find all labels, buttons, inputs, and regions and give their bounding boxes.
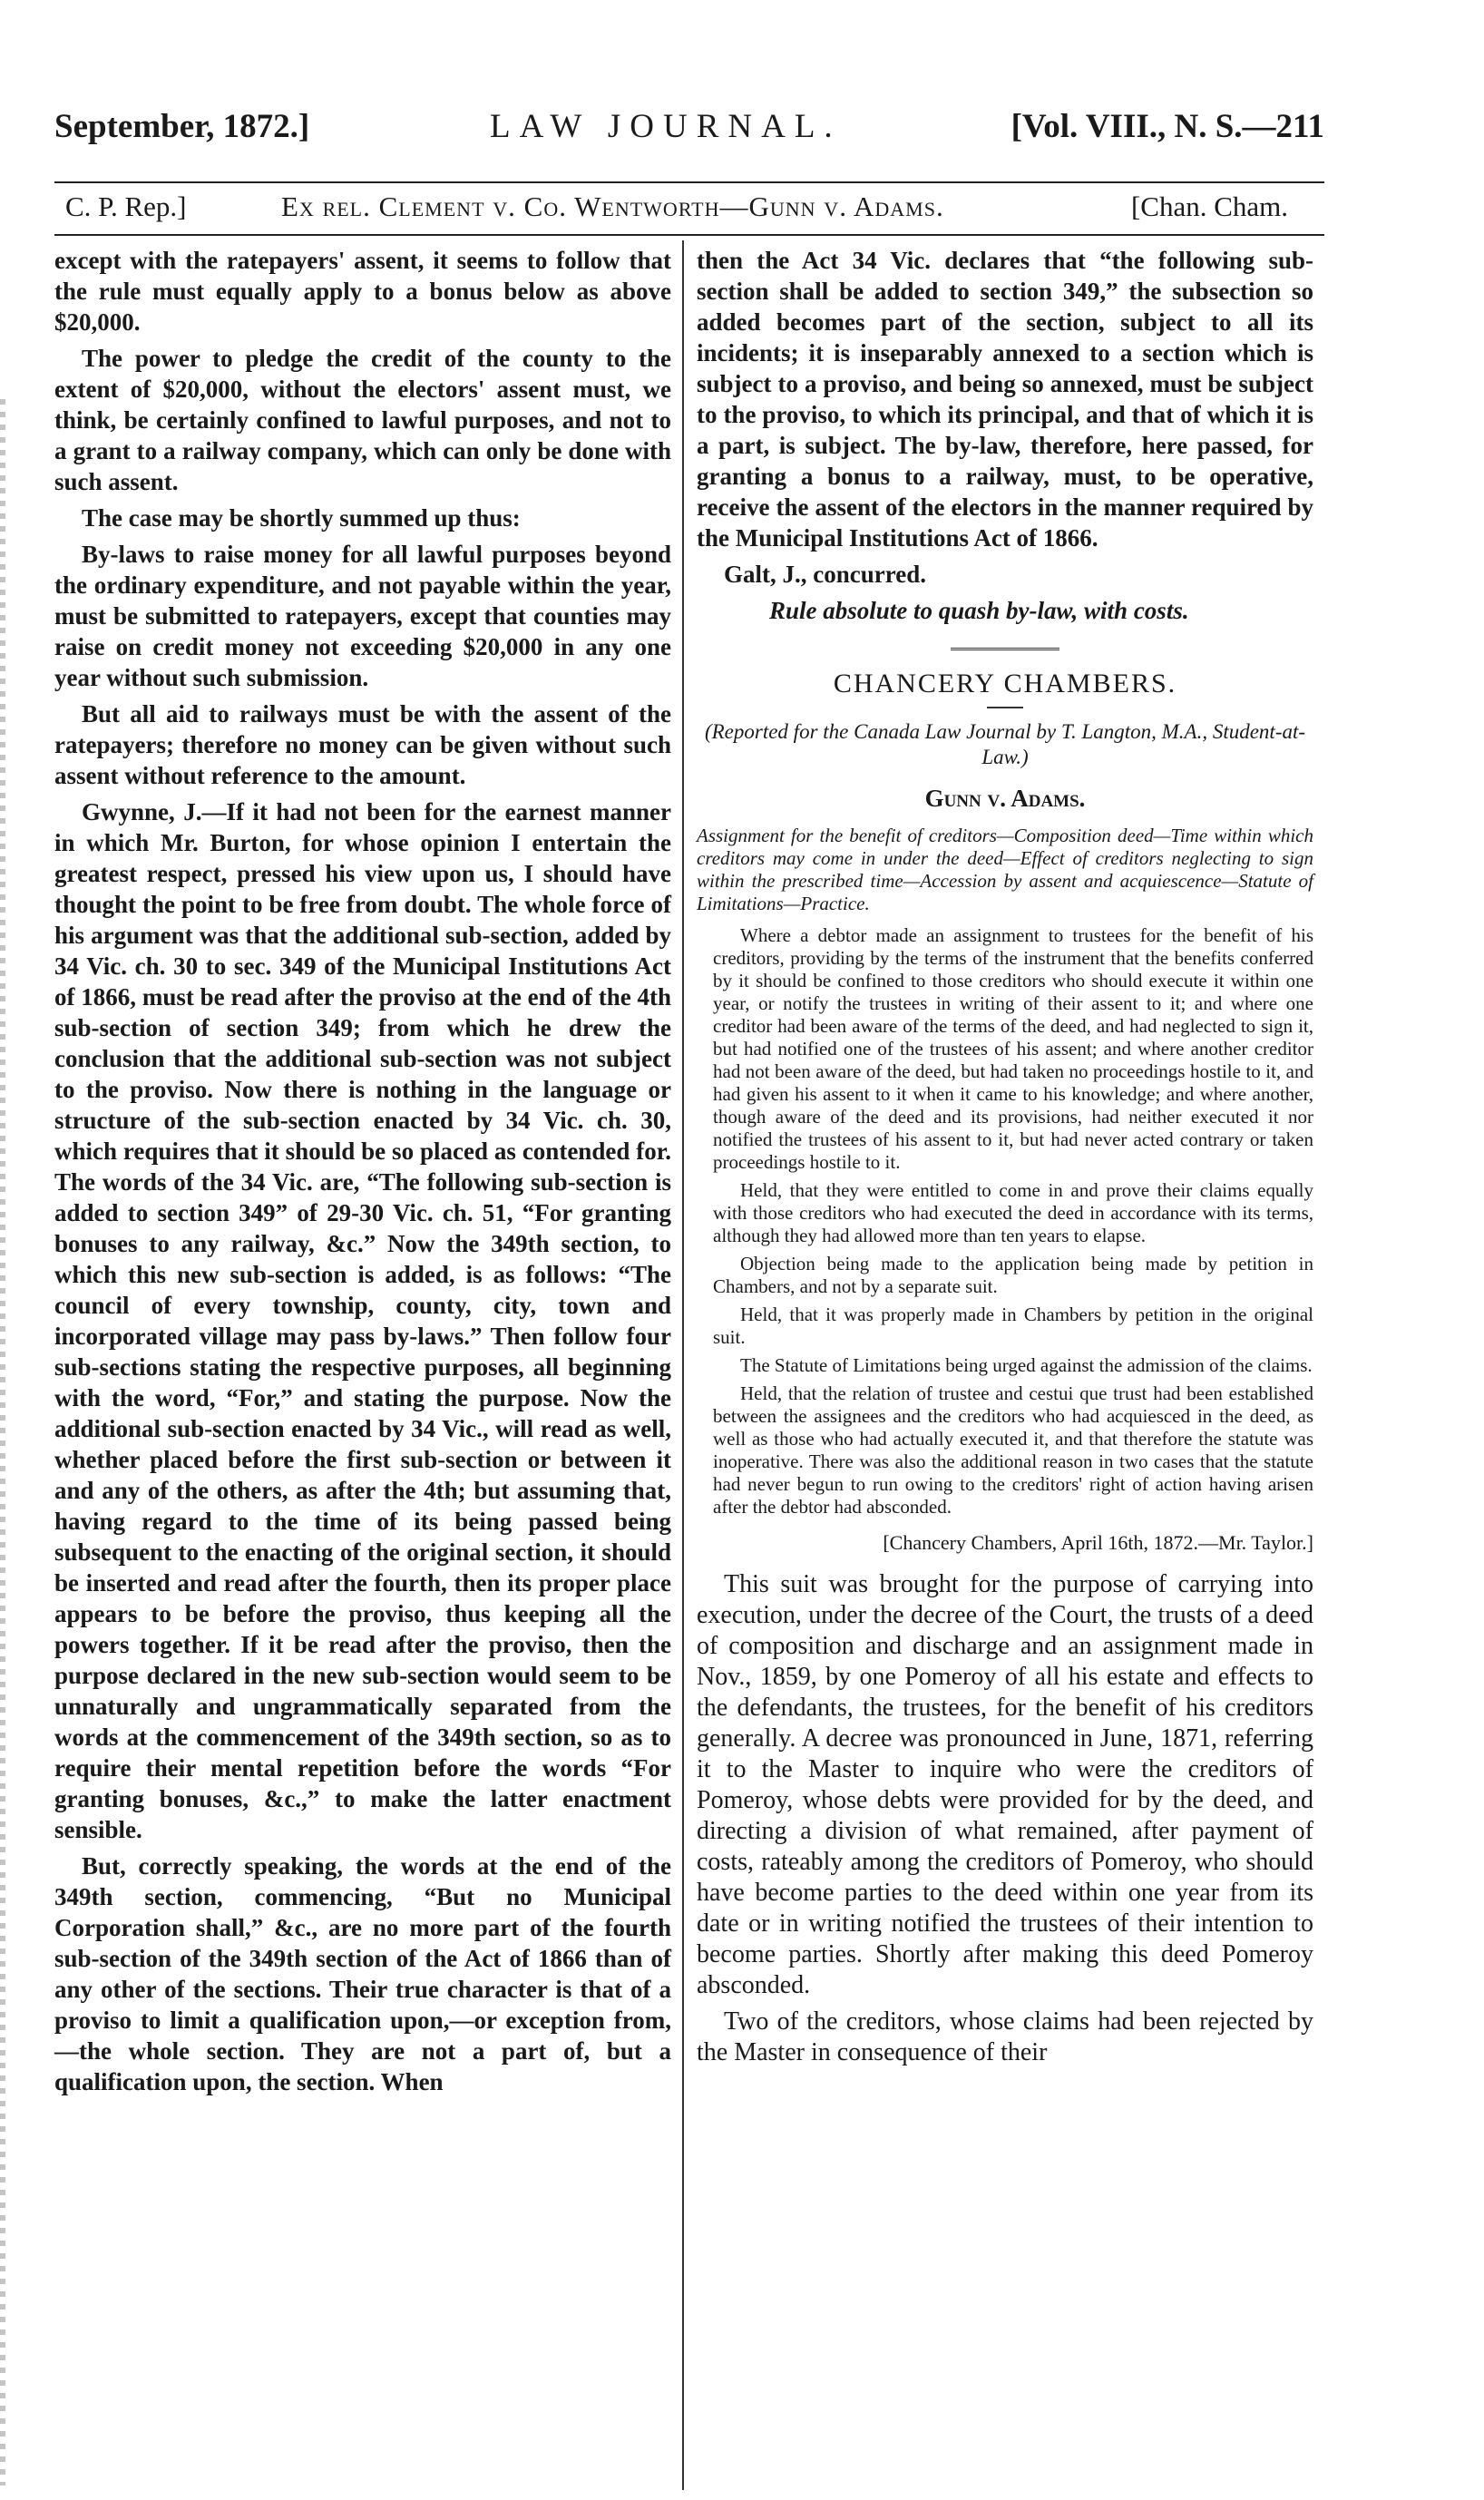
running-header xyxy=(54,107,1324,152)
paragraph: Two of the creditors, whose claims had been rejected by the Master in consequence of their xyxy=(697,2007,1313,2066)
headnote-item: Objection being made to the application being made by petition in Chambers, and not by a separate suit. xyxy=(713,1253,1313,1297)
section-title: CHANCERY CHAMBERS. xyxy=(833,669,1177,698)
journal-page xyxy=(36,0,1333,2500)
subheader-court: [Chan. Cham. xyxy=(1130,190,1288,222)
column-divider xyxy=(682,240,684,2490)
concurrence: Galt, J., concurred. xyxy=(724,561,926,588)
left-column xyxy=(54,245,671,2103)
headnote-item: Held, that it was properly made in Chambers by petition in the original suit. xyxy=(713,1304,1313,1348)
paragraph: This suit was brought for the purpose of carrying into execution, under the decree of the Court, the trusts of a deed of composition and discharge and an assignment made in Nov., 1859, by one Pomeroy of all his estate and effects to the defendants, the trustees, for the benefit of his creditors generally. A decree was pronounced in June, 1871, referring it to the Master to inquire who were the creditors of Pomeroy, whose debts were provided for by the deed, and directing a division of what remained, after payment of costs, rateably among the creditors of Pomeroy, who should have become parties to the deed within one year from its date or in writing notified the trustees of their intention to become parties. Shortly after making this deed Pomeroy absconded. xyxy=(697,1570,1313,1999)
right-column xyxy=(697,245,1313,2074)
catchwords: Assignment for the benefit of creditors—Composition deed—Time within which creditors may come in under the deed—Effect of creditors neglecting to sign within the prescribed time—Accession by assent and acquiescence—Statute of Limitations—Practice. xyxy=(697,825,1313,914)
headnote-item: Where a debtor made an assignment to trustees for the benefit of his creditors, providing by the terms of the instrument that the benefits conferred by it should be confined to those creditors who should execute it within one year, or notify the trustees in writing of their assent to it; and where one creditor had been aware of the terms of the deed, and had neglected to sign it, but had notified one of the trustees of his assent; and where another creditor had not been aware of the deed, but had taken no proceedings hostile to it, and had given his assent to it when it came to his knowledge; and where another, though aware of the deed and its provisions, had neither executed it nor notified the trustees of his assent to it, but had never acted contrary or taken proceedings hostile to it. xyxy=(713,924,1313,1173)
paragraph: except with the ratepayers' assent, it seems to follow that the rule must equally apply to a bonus below as above $20,000. xyxy=(54,247,671,336)
header-journal-title: LAW JOURNAL. xyxy=(490,108,842,145)
header-date: September, 1872.] xyxy=(54,108,310,145)
paragraph: then the Act 34 Vic. declares that “the following sub-section shall be added to section 349,” the subsection so added becomes part of the section, subject to all its incidents; it is inseparably annexed to a section which is subject to a proviso, and being so annexed, must be subject to the proviso, to which its principal, and that of which it is a part, is subject. The by-law, therefore, here passed, for granting a bonus to a railway, must, to be operative, receive the assent of the electors in the manner required by the Municipal Institutions Act of 1866. xyxy=(697,247,1313,552)
case-subheader xyxy=(54,181,1324,232)
judgment-body xyxy=(697,1569,1313,2068)
ruling: Rule absolute to quash by-law, with costs. xyxy=(769,597,1189,624)
headnote-item: Held, that they were entitled to come in and prove their claims equally with those creditors who had executed the deed in accordance with its terms, although they had allowed more than ten years to elapse. xyxy=(713,1179,1313,1246)
paragraph: But, correctly speaking, the words at the end of the 349th section, commencing, “But no Municipal Corporation shall,” &c., are no more part of the fourth sub-section of the 349th section of the Act of 1866 than of any other of the sections. Their true character is that of a proviso to limit a qualification upon,—or exception from,—the whole section. They are not a part of, but a qualification upon, the section. When xyxy=(54,1852,671,2095)
subheader-rule xyxy=(54,234,1324,236)
paragraph: But all aid to railways must be with the assent of the ratepayers; therefore no money can be given without such assent without reference to the amount. xyxy=(54,700,671,789)
case-citation: [Chancery Chambers, April 16th, 1872.—Mr. Taylor.] xyxy=(883,1531,1313,1554)
paragraph: The power to pledge the credit of the county to the extent of $20,000, without the electors' assent must, we think, be certainly confined to lawful purposes, and not to a grant to a railway company, which can only be done with such assent. xyxy=(54,345,671,495)
reporter-note: (Reported for the Canada Law Journal by T. Langton, M.A., Student-at-Law.) xyxy=(704,720,1306,768)
headnote-item: The Statute of Limitations being urged against the admission of the claims. xyxy=(740,1354,1313,1376)
paragraph: The case may be shortly summed up thus: xyxy=(82,504,521,532)
paragraph: Gwynne, J.—If it had not been for the earnest manner in which Mr. Burton, for whose opinion I entertain the greatest respect, pressed his view upon us, I should have thought the point to be free from doubt. The whole force of his argument was that the additional sub-section, added by 34 Vic. ch. 30 to sec. 349 of the Municipal Institutions Act of 1866, must be read after the proviso at the end of the 4th sub-section of section 349; from which he drew the conclusion that the additional sub-section was not subject to the proviso. Now there is nothing in the language or structure of the sub-section enacted by 34 Vic. ch. 30, which requires that it should be so placed as contended for. The words of the 34 Vic. are, “The following sub-section is added to section 349” of 29-30 Vic. ch. 51, “For granting bonuses to any railway, &c.” Now the 349th section, to which this new sub-section is added, is as follows: “The council of every township, county, city, town and incorporated village may pass by-laws.” Then follow four sub-sections stating the respective purposes, all beginning with the word, “For,” and stating the purpose. Now the additional sub-section enacted by 34 Vic., will read as well, whether placed before the first sub-section or between it and any of the others, as after the 4th; but assuming that, having regard to the time of its being passed being subsequent to the enacting of the original section, it should be inserted and read after the fourth, then its proper place appears to be before the proviso, thus keeping all the powers together. If it be read after the proviso, then the purpose declared in the new sub-section would seem to be unnaturally and ungrammatically separated from the words at the commencement of the 349th section, so as to require their mental repetition before the words “For granting bonuses, &c.,” to make the latter enactment sensible. xyxy=(54,798,671,1843)
section-divider xyxy=(951,648,1059,650)
subheader-report: C. P. Rep.] xyxy=(65,190,187,222)
subheader-cases: Ex rel. Clement v. Co. Wentworth—Gunn v. Adams. xyxy=(281,190,944,222)
headnotes xyxy=(697,924,1313,1519)
scan-edge-artifact xyxy=(0,399,5,2485)
case-title: Gunn v. Adams. xyxy=(924,785,1086,812)
paragraph: By-laws to raise money for all lawful purposes beyond the ordinary expenditure, and not payable within the year, must be submitted to ratepayers, except that counties may raise on credit money not exceeding $20,000 in any one year without such submission. xyxy=(54,541,671,691)
header-volume-page: [Vol. VIII., N. S.—211 xyxy=(1010,108,1324,145)
headnote-item: Held, that the relation of trustee and cestui que trust had been established between the assignees and the creditors who had acquiesced in the deed, as well as those who had actually executed it, and that therefore the statute was inoperative. There was also the additional reason in two cases that the statute had never begun to run owing to the creditors' right of action having arisen after the debtor had absconded. xyxy=(713,1382,1313,1518)
title-rule xyxy=(987,707,1023,708)
